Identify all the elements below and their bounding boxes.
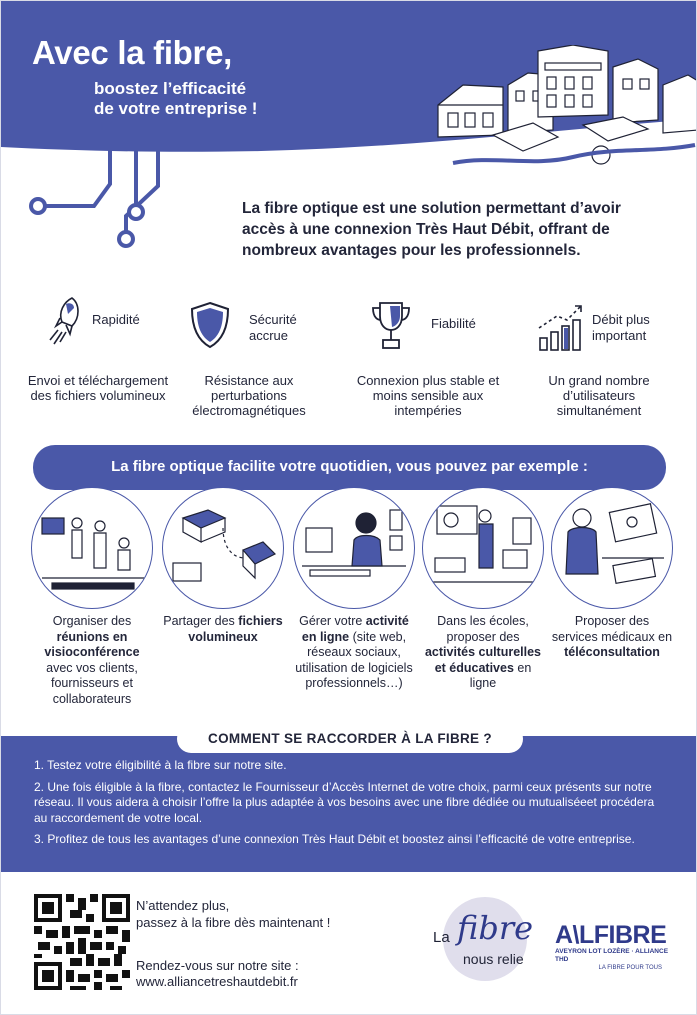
page-title: Avec la fibre, <box>32 34 233 71</box>
use-caption-meetings: Organiser des réunions en visioconférence avec vos clients, fournisseurs et collaborateurs <box>44 614 140 706</box>
meeting-illustration <box>31 487 153 609</box>
rocket-icon <box>46 296 86 351</box>
website-info: Rendez-vous sur notre site : www.alliancetreshautdebit.fr <box>136 958 299 989</box>
trophy-icon <box>370 300 412 352</box>
shield-icon <box>189 301 231 349</box>
connection-steps <box>1 736 697 872</box>
step-2: 2. Une fois éligible à la fibre, contactez le Fournisseur d’Accès Internet de votre choix, parmi ceux présents sur notre réseau. Il vous aidera à choisir l’offre la plus adaptée à vos besoins avec une fibre dédiée ou mutualiséeet procédera au raccordement de votre local. <box>34 779 655 825</box>
all-fibre-logo: A\LFIBRE AVEYRON LOT LOZÈRE · ALLIANCE THD LA FIBRE POUR TOUS <box>555 921 669 971</box>
uses-banner: La fibre optique facilite votre quotidien, vous pouvez par exemple : <box>33 445 666 490</box>
teleconsultation-illustration <box>551 487 673 609</box>
town-illustration <box>433 45 697 170</box>
step-3: 3. Profitez de tous les avantages d’une connexion Très Haut Débit et boostez ainsi l’efficacité de votre entreprise. <box>34 832 635 846</box>
qr-code[interactable] <box>34 894 130 990</box>
online-business-illustration <box>293 487 415 609</box>
circuit-decoration <box>26 146 176 251</box>
use-caption-telehealth: Proposer des services médicaux en téléconsultation <box>551 614 673 659</box>
connection-title: COMMENT SE RACCORDER À LA FIBRE ? <box>177 725 523 753</box>
use-caption-online: Gérer votre activité en ligne (site web, réseaux sociaux, utilisation de logiciels professionnels…) <box>295 614 413 690</box>
website-link[interactable]: www.alliancetreshautdebit.fr <box>136 974 298 989</box>
school-illustration <box>422 487 544 609</box>
call-to-action: N’attendez plus, passez à la fibre dès maintenant ! <box>136 898 331 930</box>
page-subtitle: boostez l’efficacité de votre entreprise ! <box>94 79 258 118</box>
use-caption-schools: Dans les écoles, proposer des activités culturelles et éducatives en ligne <box>424 614 542 690</box>
flyer: Avec la fibre, boostez l’efficacité de votre entreprise ! La fibre optique est une solution permettant d’avoir accès à une connexion Très Haut Débit, offrant de nombreux avantages pour les professionnels. Rapidité Envoi et téléchargement des fichiers volumineux Sécurité accrue Résistance aux perturbations électromagnétiques Fiabilité Connexion plus stable et moins sensible aux intempéries Débit plus important Un grand nombre d’utilisateurs simultanément La fibre optique facilite votre quotidien, vous pouvez par exemple : Organiser des réunions en visioconférence avec vos clients, fournisseurs et collaborateurs Partager des fichiers volumineux Gérer votre activité en ligne (site web, réseaux sociaux, utilisation de logiciels professionnels…) Dans les écoles, proposer des activités culturelles et éducatives en ligne Proposer des services médicaux en téléconsultation 1. Testez votre éligibilité à la fibre sur notre site. 2. Une fois éligible à la fibre, contactez le Fournisseur d’Accès Internet de votre choix, parmi ceux présents sur notre réseau. Il vous aidera à choisir l’offre la plus adaptée à vos besoins avec une fibre dédiée ou mutualiséeet procédera au raccordement de votre local. 3. Profitez de tous les avantages d’une connexion Très Haut Débit et boostez ainsi l’efficacité de votre entreprise. COMMENT SE RACCORDER À LA FIBRE ? N’attendez plus, passez à la fibre dès maintenant ! Rendez-vous sur notre site : www.alliancetreshautdebit.fr La fibre nous relie A\LFIBRE AVEYRON LOT LOZÈRE · ALLIANCE THD LA FIBRE POUR TOUS <box>0 0 697 1015</box>
intro-text: La fibre optique est une solution permettant d’avoir accès à une connexion Très Haut Débit, offrant de nombreux avantages pour les professionnels. <box>242 200 621 259</box>
use-caption-files: Partager des fichiers volumineux <box>163 614 283 644</box>
growth-chart-icon <box>537 304 583 352</box>
step-1: 1. Testez votre éligibilité à la fibre sur notre site. <box>34 758 287 772</box>
la-fibre-nous-relie-logo: La fibre nous relie <box>433 895 551 985</box>
file-sharing-illustration <box>162 487 284 609</box>
